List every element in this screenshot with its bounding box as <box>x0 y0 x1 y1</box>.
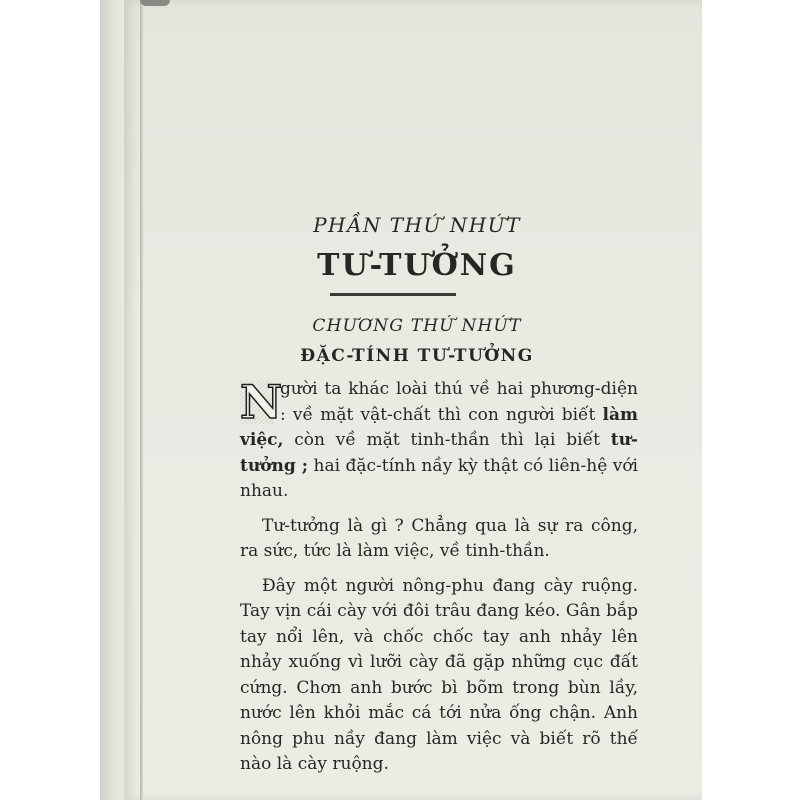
chapter-title: ĐẶC-TÍNH TƯ-TƯỞNG <box>300 346 534 366</box>
chapter-label: CHƯƠNG THỨ NHỨT <box>312 316 522 336</box>
paragraph-1-bold-tu-tuong: tư-tưởng ; <box>240 430 638 476</box>
paragraph-3: Đây một người nông-phu đang cày ruộng. Tay vịn cái cày với đôi trâu đang kéo. Gân bắp tay nổi lên, và chốc chốc tay anh nhảy lên nhảy xuống vì lưỡi cày đã gặp những cục đất cứng. Chơn anh bước bì bõm trong bùn lầy, nước lên khỏi mắc cá tới nửa ống chận. Anh nông phu nầy đang làm việc và biết rõ thế nào là cày ruộng. <box>240 575 638 774</box>
paragraph-1-text-c: còn về mặt tinh-thần thì lại biết <box>283 430 611 450</box>
paragraph-1-text-a: gười ta khác loài thú về hai phương-diện : về mặt vật-chất thì con người biết <box>280 379 638 425</box>
part-label: PHẦN THỨ NHỨT <box>313 213 521 237</box>
drop-cap: N <box>240 375 283 429</box>
page-corner-shadow <box>140 0 170 6</box>
book-cover-edge <box>100 0 124 800</box>
paragraph-1 <box>240 377 638 505</box>
part-title: TƯ-TƯỞNG <box>317 248 517 283</box>
paragraph-1-bold-lam-viec: làm việc, <box>240 404 638 450</box>
paragraph-1-text-e: hai đặc-tính nầy kỳ thật có liên-hệ với nhau. <box>240 455 638 501</box>
page-fold <box>140 0 143 800</box>
title-rule <box>330 293 456 296</box>
body-text <box>240 377 638 787</box>
paragraph-2: Tư-tưởng là gì ? Chẳng qua là sự ra công, ra sức, tức là làm việc, về tinh-thần. <box>240 515 638 561</box>
background-strip <box>702 0 800 800</box>
